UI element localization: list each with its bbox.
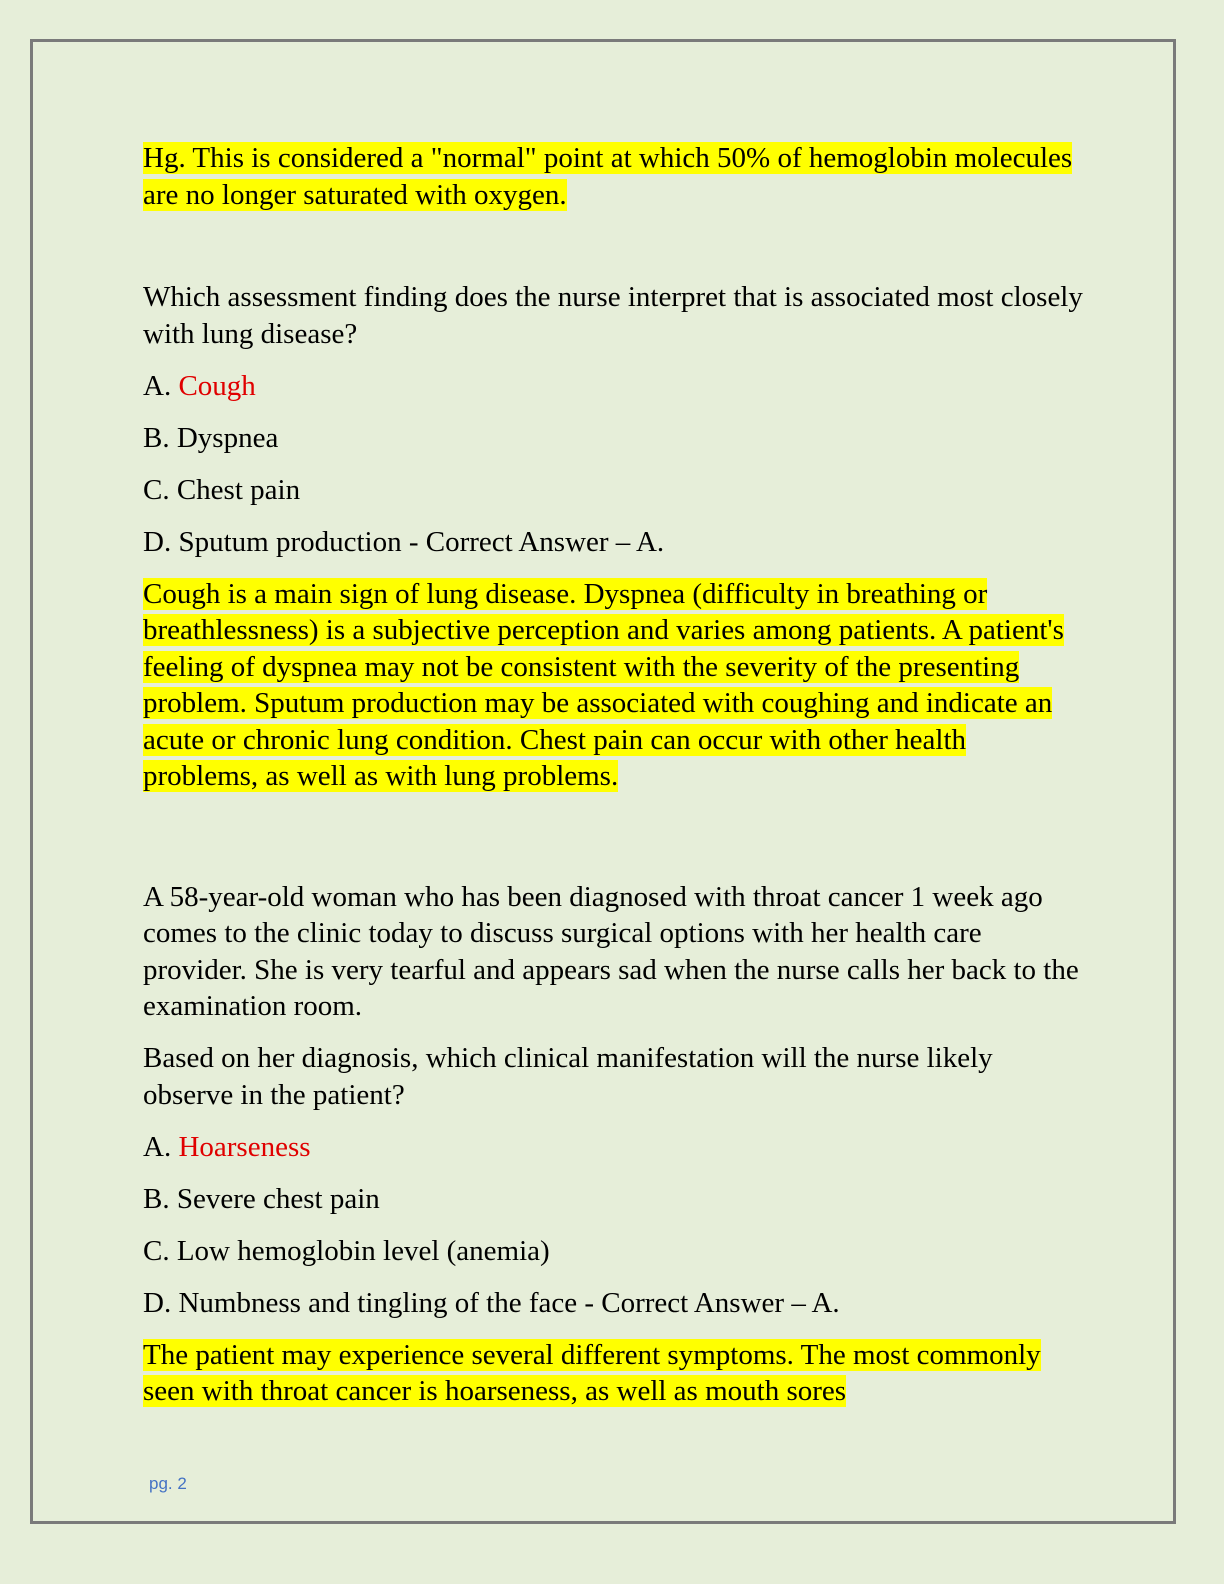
option-prefix: A. [143,369,179,402]
option-prefix: D. [143,1286,179,1319]
question-1-stem: Which assessment finding does the nurse interpret that is associated most closely with lung disease? [143,281,1083,350]
correct-option-text: Cough [178,369,256,402]
question-2-option-a [143,1129,1083,1166]
option-text: Numbness and tingling of the face - Correct Answer – A. [178,1286,840,1319]
intro-explanation [143,140,1083,213]
option-prefix: C. [143,1234,177,1267]
option-text: Dyspnea [176,421,279,454]
option-prefix: B. [143,1182,177,1215]
option-prefix: A. [143,1130,179,1163]
question-1-explanation [143,576,1083,795]
option-prefix: B. [143,421,177,454]
option-text: Sputum production - Correct Answer – A. [178,525,665,558]
question-2-option-b [143,1181,1083,1218]
question-1-option-b [143,420,1083,457]
page-content [143,140,1083,1410]
correct-option-text: Hoarseness [178,1130,311,1163]
question-2 [143,879,1083,1410]
intro-explanation-text: Hg. This is considered a "normal" point at which 50% of hemoglobin molecules are no longer saturated with oxygen. [143,142,1073,211]
option-text: Severe chest pain [176,1182,380,1215]
question-2-explanation [143,1337,1083,1410]
question-2-explanation-text: The patient may experience several different symptoms. The most commonly seen with throat cancer is hoarseness, as well as mouth sores [143,1338,1041,1407]
question-1-option-d [143,524,1083,561]
question-1-option-c [143,472,1083,509]
question-1-explanation-text: Cough is a main sign of lung disease. Dyspnea (difficulty in breathing or breathlessness) is a subjective perception and varies among patients. A patient's feeling of dyspnea may not be consistent with the severity of the presenting problem. Sputum production may be associated with coughing and indicate an acute or chronic lung condition. Chest pain can occur with other health problems, as well as with lung problems. [143,577,1064,792]
question-2-scenario: A 58-year-old woman who has been diagnosed with throat cancer 1 week ago comes to the clinic today to discuss surgical options with her health care provider. She is very tearful and appears sad when the nurse calls her back to the examination room. [143,880,1079,1022]
question-1 [143,279,1083,795]
question-2-stem: Based on her diagnosis, which clinical manifestation will the nurse likely observe in the patient? [143,1042,993,1111]
question-2-option-c [143,1233,1083,1270]
page-number: pg. 2 [149,1474,187,1493]
question-1-option-a [143,368,1083,405]
question-2-option-d [143,1285,1083,1322]
option-text: Chest pain [176,473,301,506]
option-prefix: D. [143,525,179,558]
option-prefix: C. [143,473,177,506]
option-text: Low hemoglobin level (anemia) [176,1234,550,1267]
